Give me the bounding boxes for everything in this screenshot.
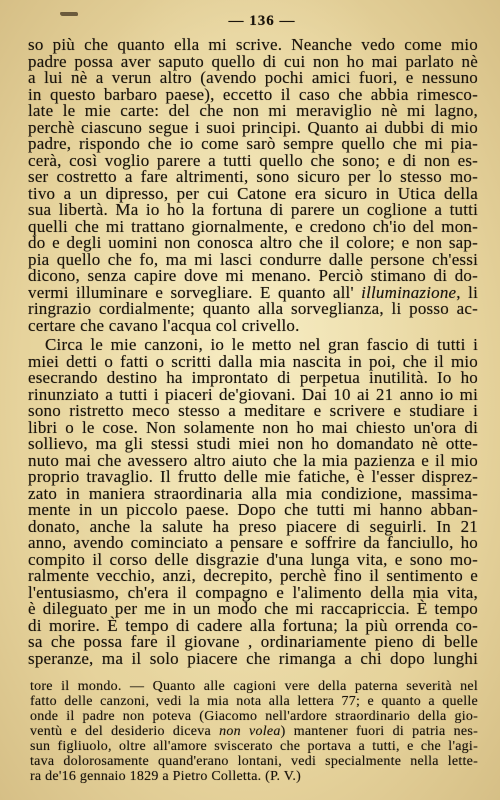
body-line: tivo a un dipresso, per cui Catone era sicuro in Utica della xyxy=(28,183,478,203)
paragraph xyxy=(28,37,478,334)
body-line: do e degli uomini non conosca altro che il colore; e non sap- xyxy=(28,233,478,252)
body-line: ser costretto a fare altrimenti, sono sicuro per lo stesso mo- xyxy=(28,167,478,186)
body-line: di morire. È tempo di cadere alla fortuna; la più orrenda co- xyxy=(28,615,478,635)
footnote-line: sun figliuolo, oltre all'amore sviscerato che portava a tutti, e che l'agi- xyxy=(30,739,478,754)
body-line: pia quello che fo, ma mi lasci condurre dalle persone ch'essi xyxy=(28,249,478,269)
body-line: miei detti o fatti o scritti dalla mia nascita in poi, che il mio xyxy=(28,351,478,371)
italic-run: non volea xyxy=(219,724,281,739)
text-run: ) mantener fuori di patria nes- xyxy=(280,724,478,739)
body-line: ralmente vecchio, anzi, decrepito, perchè fino il sentimento e xyxy=(28,566,478,585)
footnote-line: tava dolorosamente quand'erano lontani, vedi specialmente nella lette- xyxy=(30,754,478,769)
body-line: padre possa aver saputo quello di cui non ho mai parlato nè xyxy=(28,51,478,71)
footnote-line: tore il mondo. — Quanto alle cagioni vere della paterna severità nel xyxy=(30,679,478,694)
body-line: zato in maniera straordinaria alla mia condizione, massima- xyxy=(28,483,478,503)
body-line: ringrazio cordialmente; quanto alla sorveglianza, li posso ac- xyxy=(28,299,478,318)
body-line: libri o le cose. Non solamente non ho mai chiesto un'ora di xyxy=(28,417,478,437)
body-line: perchè ciascuno segue i suoi principi. Quanto ai dubbi di mio xyxy=(28,117,478,137)
body-line: sa che possa fare il giovane , ordinariamente pieno di belle xyxy=(28,632,478,651)
body-line: l'entusiasmo, ch'era il compagno e l'alimento della mia vita, xyxy=(28,582,478,602)
body-line: quelli che mi trattano giornalmente, e credono ch'io del mon- xyxy=(28,216,478,236)
page-number: — 136 — xyxy=(228,13,296,29)
footnote-line: onde il padre non poteva (Giacomo nell'ardore straordinario della gio- xyxy=(30,709,478,724)
body-line: anno, avendo cominciato a pensare e soffrire da fanciullo, ho xyxy=(28,533,478,552)
body-line: compito il corso delle disgrazie d'una lunga vita, e sono mo- xyxy=(28,549,478,569)
body-line: proprio travaglio. Il frutto delle mie fatiche, è l'esser disprez- xyxy=(28,467,478,486)
body-line: sua libertà. Ma io ho la fortuna di parere un coglione a tutti xyxy=(28,200,478,219)
body-line: speranze, ma il solo piacere che rimanga a chi dopo lunghi xyxy=(28,648,478,668)
text-run: vermi illuminare e sorvegliare. E quanto all' xyxy=(28,282,362,302)
body-line: donato, anche la salute ha preso piacere di seguirli. In 21 xyxy=(28,516,478,536)
footnote xyxy=(30,679,478,784)
paragraph xyxy=(28,337,478,667)
body-line: esecrando destino ha improntato di perpetua inutilità. Io ho xyxy=(28,368,478,387)
body-line: certare che cavano l'acqua col crivello. xyxy=(28,315,300,335)
body-line: mente in un piccolo paese. Dopo che tutti mi hanno abban- xyxy=(28,500,478,519)
body-line: late le mie carte: del che non mi meraviglio nè mi lagno, xyxy=(28,101,478,120)
body-line: in questo barbaro paese), eccetto il caso che abbia rimesco- xyxy=(28,84,478,104)
body-line: sollievo, ma gli stessi studi miei non ho domandato nè otte- xyxy=(28,434,478,453)
body-line: padre, rispondo che io come sarò sempre quello che mi pia- xyxy=(28,134,478,153)
body-line: è dileguato per me in un modo che mi raccapriccia. È tempo xyxy=(28,599,478,618)
main-text xyxy=(28,37,478,667)
body-line: dicono, senza capire dove mi menano. Perciò stimano di do- xyxy=(28,266,478,285)
body-line: cerà, così voglio parere a tutti quello che sono; e di non es- xyxy=(28,150,478,170)
body-line: Circa le mie canzoni, io le metto nel gran fascio di tutti i xyxy=(45,335,478,354)
body-line: a lui nè a verun altro (avendo pochi amici fuori, e nessuno xyxy=(28,68,478,87)
body-line: sono ristretto meco stesso a meditare e scrivere e studiare i xyxy=(28,401,478,420)
body-line: nuto mai che avessero altro aiuto che la mia pazienza e il mio xyxy=(28,450,478,470)
body-line: rinunziato a tutti i piaceri de'giovani. Dai 10 ai 21 anno io mi xyxy=(28,384,478,404)
footnote-line: ra de'16 gennaio 1829 a Pietro Colletta. (P. V.) xyxy=(30,769,302,784)
ink-smudge xyxy=(60,12,78,16)
text-run: , li xyxy=(456,282,478,302)
footnote-line xyxy=(30,724,478,739)
body-line: so più che quanto ella mi scrive. Neanche vedo come mio xyxy=(28,35,478,54)
text-run: ventù e del desiderio diceva xyxy=(30,724,220,739)
footnote-line: fatto delle canzoni, vedi la mia nota alla lettera 77; e quanto a quelle xyxy=(30,694,478,709)
italic-run: illuminazione xyxy=(361,282,457,302)
